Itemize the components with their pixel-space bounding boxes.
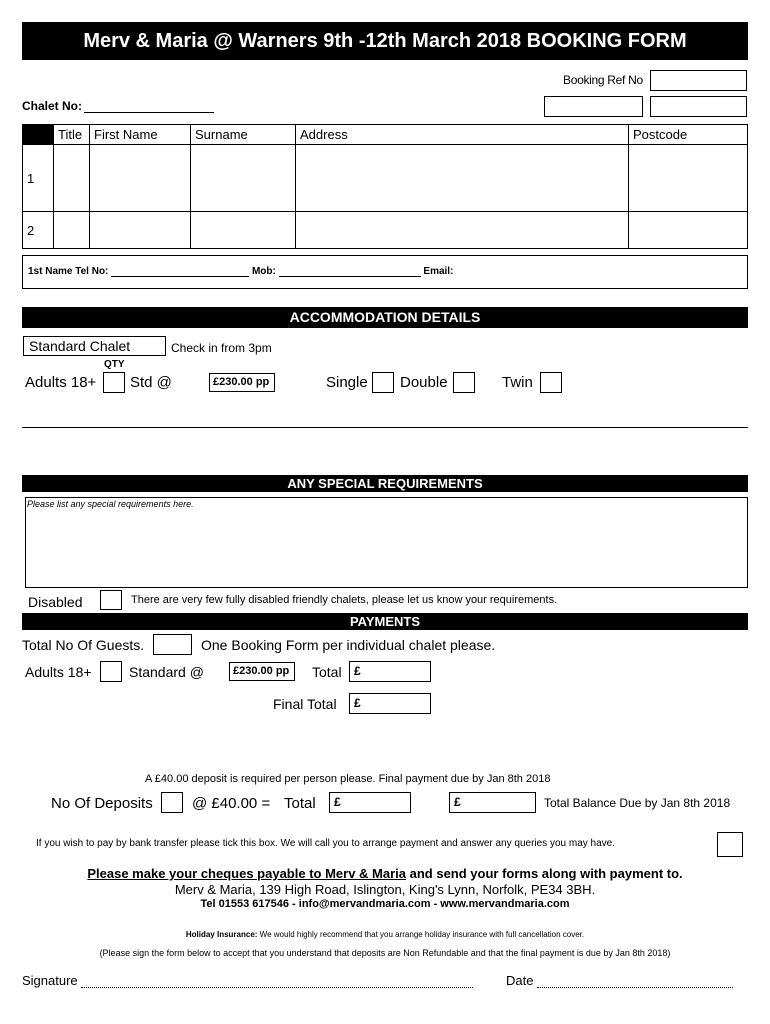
deposit-total-currency: £ [334, 795, 341, 809]
checkin-note: Check in from 3pm [171, 341, 272, 355]
header-first-name: First Name [90, 125, 191, 145]
signature-field[interactable] [81, 975, 473, 988]
divider [22, 427, 748, 428]
pay-adults-label: Adults 18+ [25, 664, 92, 680]
pay-total-label: Total [312, 664, 342, 680]
deposit-calc: @ £40.00 = [192, 795, 271, 812]
price-value: £230.00 pp [213, 376, 270, 388]
final-total-currency: £ [354, 696, 361, 710]
no-deposits-field[interactable] [161, 792, 183, 813]
header-blank [23, 125, 54, 145]
cheques-payable: Please make your cheques payable to Merv & Maria [87, 866, 406, 881]
no-deposits-label: No Of Deposits [51, 795, 153, 812]
chalet-no-label: Chalet No: [22, 99, 82, 113]
disabled-note: There are very few fully disabled friendly chalets, please let us know your requirements. [131, 594, 558, 606]
form-title: Merv & Maria @ Warners 9th -12th March 2018 BOOKING FORM [22, 22, 748, 60]
guest-table [22, 124, 748, 249]
pay-total-field[interactable] [349, 661, 431, 682]
contact-details: Tel 01553 617546 - info@mervandmaria.com - www.mervandmaria.com [200, 898, 570, 910]
signature-label: Signature [22, 973, 78, 988]
booking-ref-field[interactable] [650, 70, 747, 91]
payments-header: PAYMENTS [22, 613, 748, 630]
total-guests-field[interactable] [153, 634, 192, 655]
double-checkbox[interactable] [453, 372, 475, 393]
postal-address: Merv & Maria, 139 High Road, Islington, King's Lynn, Norfolk, PE34 3BH. [174, 882, 596, 897]
special-requirements-header: ANY SPECIAL REQUIREMENTS [22, 475, 748, 492]
price-box [209, 373, 275, 392]
std-label: Std @ [130, 374, 172, 391]
header-surname: Surname [191, 125, 296, 145]
balance-currency: £ [454, 795, 461, 809]
tel-field[interactable] [111, 276, 249, 277]
mob-label: Mob: [251, 266, 276, 277]
row-number: 2 [23, 212, 54, 249]
disabled-checkbox[interactable] [100, 590, 122, 610]
disabled-label: Disabled [28, 594, 83, 610]
row-number: 1 [23, 145, 54, 212]
total-guests-label: Total No Of Guests. [22, 637, 145, 653]
sign-note: (Please sign the form below to accept that you understand that deposits are Non Refundable and that the final payment is due by Jan 8th 2018) [99, 948, 671, 958]
insurance-label: Holiday Insurance: [185, 930, 258, 939]
deposit-note: A £40.00 deposit is required per person please. Final payment due by Jan 8th 2018 [145, 773, 551, 785]
insurance-line [0, 930, 770, 939]
final-total-field[interactable] [349, 693, 431, 714]
header-address: Address [296, 125, 629, 145]
chalet-type: Standard Chalet [29, 338, 131, 354]
email-label: Email: [423, 266, 454, 277]
surname-cell[interactable] [191, 212, 296, 249]
first-name-cell[interactable] [90, 212, 191, 249]
single-label: Single [326, 374, 368, 391]
special-requirements-field[interactable] [25, 497, 748, 588]
adults-label: Adults 18+ [25, 374, 97, 391]
first-name-cell[interactable] [90, 145, 191, 212]
mob-field[interactable] [279, 276, 421, 277]
date-label: Date [506, 973, 534, 988]
qty-label: QTY [104, 359, 125, 370]
booking-ref-label: Booking Ref No [563, 73, 643, 87]
address-cell[interactable] [296, 145, 629, 212]
chalet-type-box [23, 336, 166, 356]
header-postcode: Postcode [629, 125, 748, 145]
final-total-label: Final Total [273, 696, 337, 712]
title-cell[interactable] [54, 212, 90, 249]
bank-transfer-note: If you wish to pay by bank transfer please tick this box. We will call you to arrange payment and answer any queries you may have. [36, 838, 615, 849]
header-title: Title [54, 125, 90, 145]
surname-cell[interactable] [191, 145, 296, 212]
balance-field[interactable] [449, 792, 536, 813]
chalet-no-field[interactable] [84, 98, 214, 113]
insurance-text: We would highly recommend that you arrange holiday insurance with full cancellation cover. [257, 930, 585, 939]
double-label: Double [400, 374, 448, 391]
cheques-line [0, 866, 770, 881]
postcode-cell[interactable] [629, 145, 748, 212]
postcode-cell[interactable] [629, 212, 748, 249]
twin-checkbox[interactable] [540, 372, 562, 393]
address-cell[interactable] [296, 212, 629, 249]
booking-ref-field-2[interactable] [544, 96, 643, 117]
cheques-rest: and send your forms along with payment to. [406, 866, 683, 881]
contact-line [28, 266, 453, 277]
guest-table-header [23, 125, 748, 145]
date-line [506, 973, 733, 988]
pay-price-box [229, 662, 295, 681]
pay-price-value: £230.00 pp [233, 665, 290, 677]
table-row [23, 145, 748, 212]
deposit-total-field[interactable] [329, 792, 411, 813]
one-form-note: One Booking Form per individual chalet please. [201, 637, 496, 653]
balance-label: Total Balance Due by Jan 8th 2018 [544, 796, 731, 810]
date-field[interactable] [537, 975, 733, 988]
bank-transfer-checkbox[interactable] [717, 832, 743, 857]
table-row [23, 212, 748, 249]
single-checkbox[interactable] [372, 372, 394, 393]
pay-total-currency: £ [354, 664, 361, 678]
adults-qty-field[interactable] [103, 372, 125, 393]
pay-adults-field[interactable] [100, 661, 122, 682]
tel-label: 1st Name Tel No: [28, 266, 109, 277]
deposit-total-label: Total [284, 795, 316, 812]
accommodation-header: ACCOMMODATION DETAILS [22, 307, 748, 328]
special-requirements-placeholder: Please list any special requirements here. [27, 499, 194, 509]
title-cell[interactable] [54, 145, 90, 212]
booking-ref-field-3[interactable] [650, 96, 747, 117]
standard-label: Standard @ [129, 664, 204, 680]
signature-line [22, 973, 473, 988]
twin-label: Twin [502, 374, 533, 391]
